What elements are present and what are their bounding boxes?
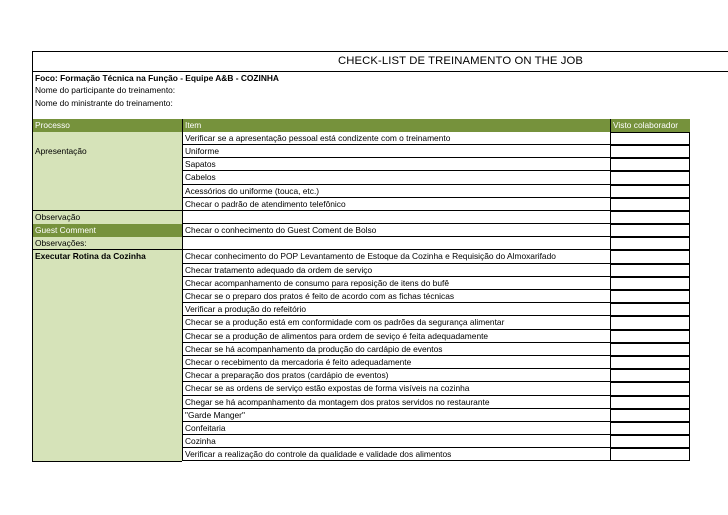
visto-checkbox[interactable] — [610, 303, 690, 316]
observacao-label: Observação — [32, 211, 182, 224]
visto-checkbox[interactable] — [610, 224, 690, 237]
process-label-apresentacao: Apresentação — [35, 145, 87, 156]
table-row-item: Checar a preparação dos pratos (cardápio de eventos) — [182, 369, 610, 382]
visto-checkbox[interactable] — [610, 171, 690, 184]
table-row-item: Verificar a produção do refeitório — [182, 303, 610, 316]
column-header-process: Processo — [32, 119, 182, 132]
visto-checkbox[interactable] — [610, 382, 690, 395]
table-row-item: Sapatos — [182, 158, 610, 171]
table-row-item: Cozinha — [182, 435, 610, 448]
observacao-row — [32, 211, 728, 224]
column-header-item: Item — [182, 119, 610, 132]
table-row-item: Checar o padrão de atendimento telefônico — [182, 198, 610, 211]
observacoes-row — [32, 237, 728, 250]
visto-checkbox[interactable] — [610, 158, 690, 171]
observacoes-field[interactable] — [182, 237, 610, 250]
table-row-item: Acessórios do uniforme (touca, etc.) — [182, 185, 610, 198]
table-row-item: Checar acompanhamento de consumo para reposição de itens do bufê — [182, 277, 610, 290]
observacao-field[interactable] — [182, 211, 610, 224]
visto-checkbox[interactable] — [610, 396, 690, 409]
visto-checkbox[interactable] — [610, 409, 690, 422]
table-row-item: Verificar se a apresentação pessoal está condizente com o treinamento — [182, 132, 610, 145]
visto-checkbox[interactable] — [610, 237, 690, 250]
visto-checkbox[interactable] — [610, 422, 690, 435]
visto-checkbox[interactable] — [610, 369, 690, 382]
table-row-item: Cabelos — [182, 171, 610, 184]
visto-checkbox[interactable] — [610, 250, 690, 263]
table-row-item: Uniforme — [182, 145, 610, 158]
column-header-visto: Visto colaborador — [610, 119, 690, 132]
visto-checkbox[interactable] — [610, 185, 690, 198]
table-row-item: Checar se a produção está em conformidade com os padrões da segurança alimentar — [182, 316, 610, 329]
visto-checkbox[interactable] — [610, 211, 690, 224]
visto-checkbox[interactable] — [610, 356, 690, 369]
observacoes-label: Observações: — [32, 237, 182, 250]
table-row-item: Checar se o preparo dos pratos é feito de acordo com as fichas técnicas — [182, 290, 610, 303]
process-label-guest-comment: Guest Comment — [32, 224, 182, 237]
table-row-item: Checar o conhecimento do Guest Coment de Bolso — [182, 224, 610, 237]
header-spacer — [32, 111, 728, 119]
table-row-item: Checar conhecimento do POP Levantamento de Estoque da Cozinha e Requisição do Almoxarifado — [182, 250, 610, 263]
table-row-item: Checar se as ordens de serviço estão expostas de forma visíveis na cozinha — [182, 382, 610, 395]
section-rotina — [32, 250, 728, 461]
visto-checkbox[interactable] — [610, 277, 690, 290]
process-label-rotina: Executar Rotina da Cozinha — [35, 251, 146, 262]
table-row-item: Checar se a produção de alimentos para ordem de seviço é feita adequadamente — [182, 330, 610, 343]
table-row-item: Checar tratamento adequado da ordem de serviço — [182, 264, 610, 277]
participant-line: Nome do participante do treinamento: — [32, 84, 728, 97]
page-title: CHECK-LIST DE TREINAMENTO ON THE JOB — [338, 55, 584, 67]
title-row — [32, 51, 728, 71]
focus-line: Foco: Formação Técnica na Função - Equipe A&B - COZINHA — [32, 71, 728, 84]
visto-checkbox[interactable] — [610, 448, 690, 461]
visto-checkbox[interactable] — [610, 132, 690, 145]
table-row-item: Chegar se há acompanhamento da montagem dos pratos servidos no restaurante — [182, 396, 610, 409]
visto-checkbox[interactable] — [610, 330, 690, 343]
guest-comment-row — [32, 224, 728, 237]
visto-checkbox[interactable] — [610, 145, 690, 158]
table-row-item: Confeitaria — [182, 422, 610, 435]
table-row-item: Checar o recebimento da mercadoria é feito adequadamente — [182, 356, 610, 369]
visto-checkbox[interactable] — [610, 435, 690, 448]
visto-checkbox[interactable] — [610, 264, 690, 277]
checklist-sheet — [32, 51, 728, 461]
table-row-item: Verificar a realização do controle da qualidade e validade dos alimentos — [182, 448, 610, 461]
minister-line: Nome do ministrante do treinamento: — [32, 97, 728, 110]
visto-checkbox[interactable] — [610, 198, 690, 211]
visto-checkbox[interactable] — [610, 316, 690, 329]
visto-checkbox[interactable] — [610, 343, 690, 356]
table-row-item: "Garde Manger" — [182, 409, 610, 422]
table-row-item: Checar se há acompanhamento da produção do cardápio de eventos — [182, 343, 610, 356]
visto-checkbox[interactable] — [610, 290, 690, 303]
column-header-row — [32, 119, 728, 132]
section-apresentacao — [32, 132, 728, 211]
